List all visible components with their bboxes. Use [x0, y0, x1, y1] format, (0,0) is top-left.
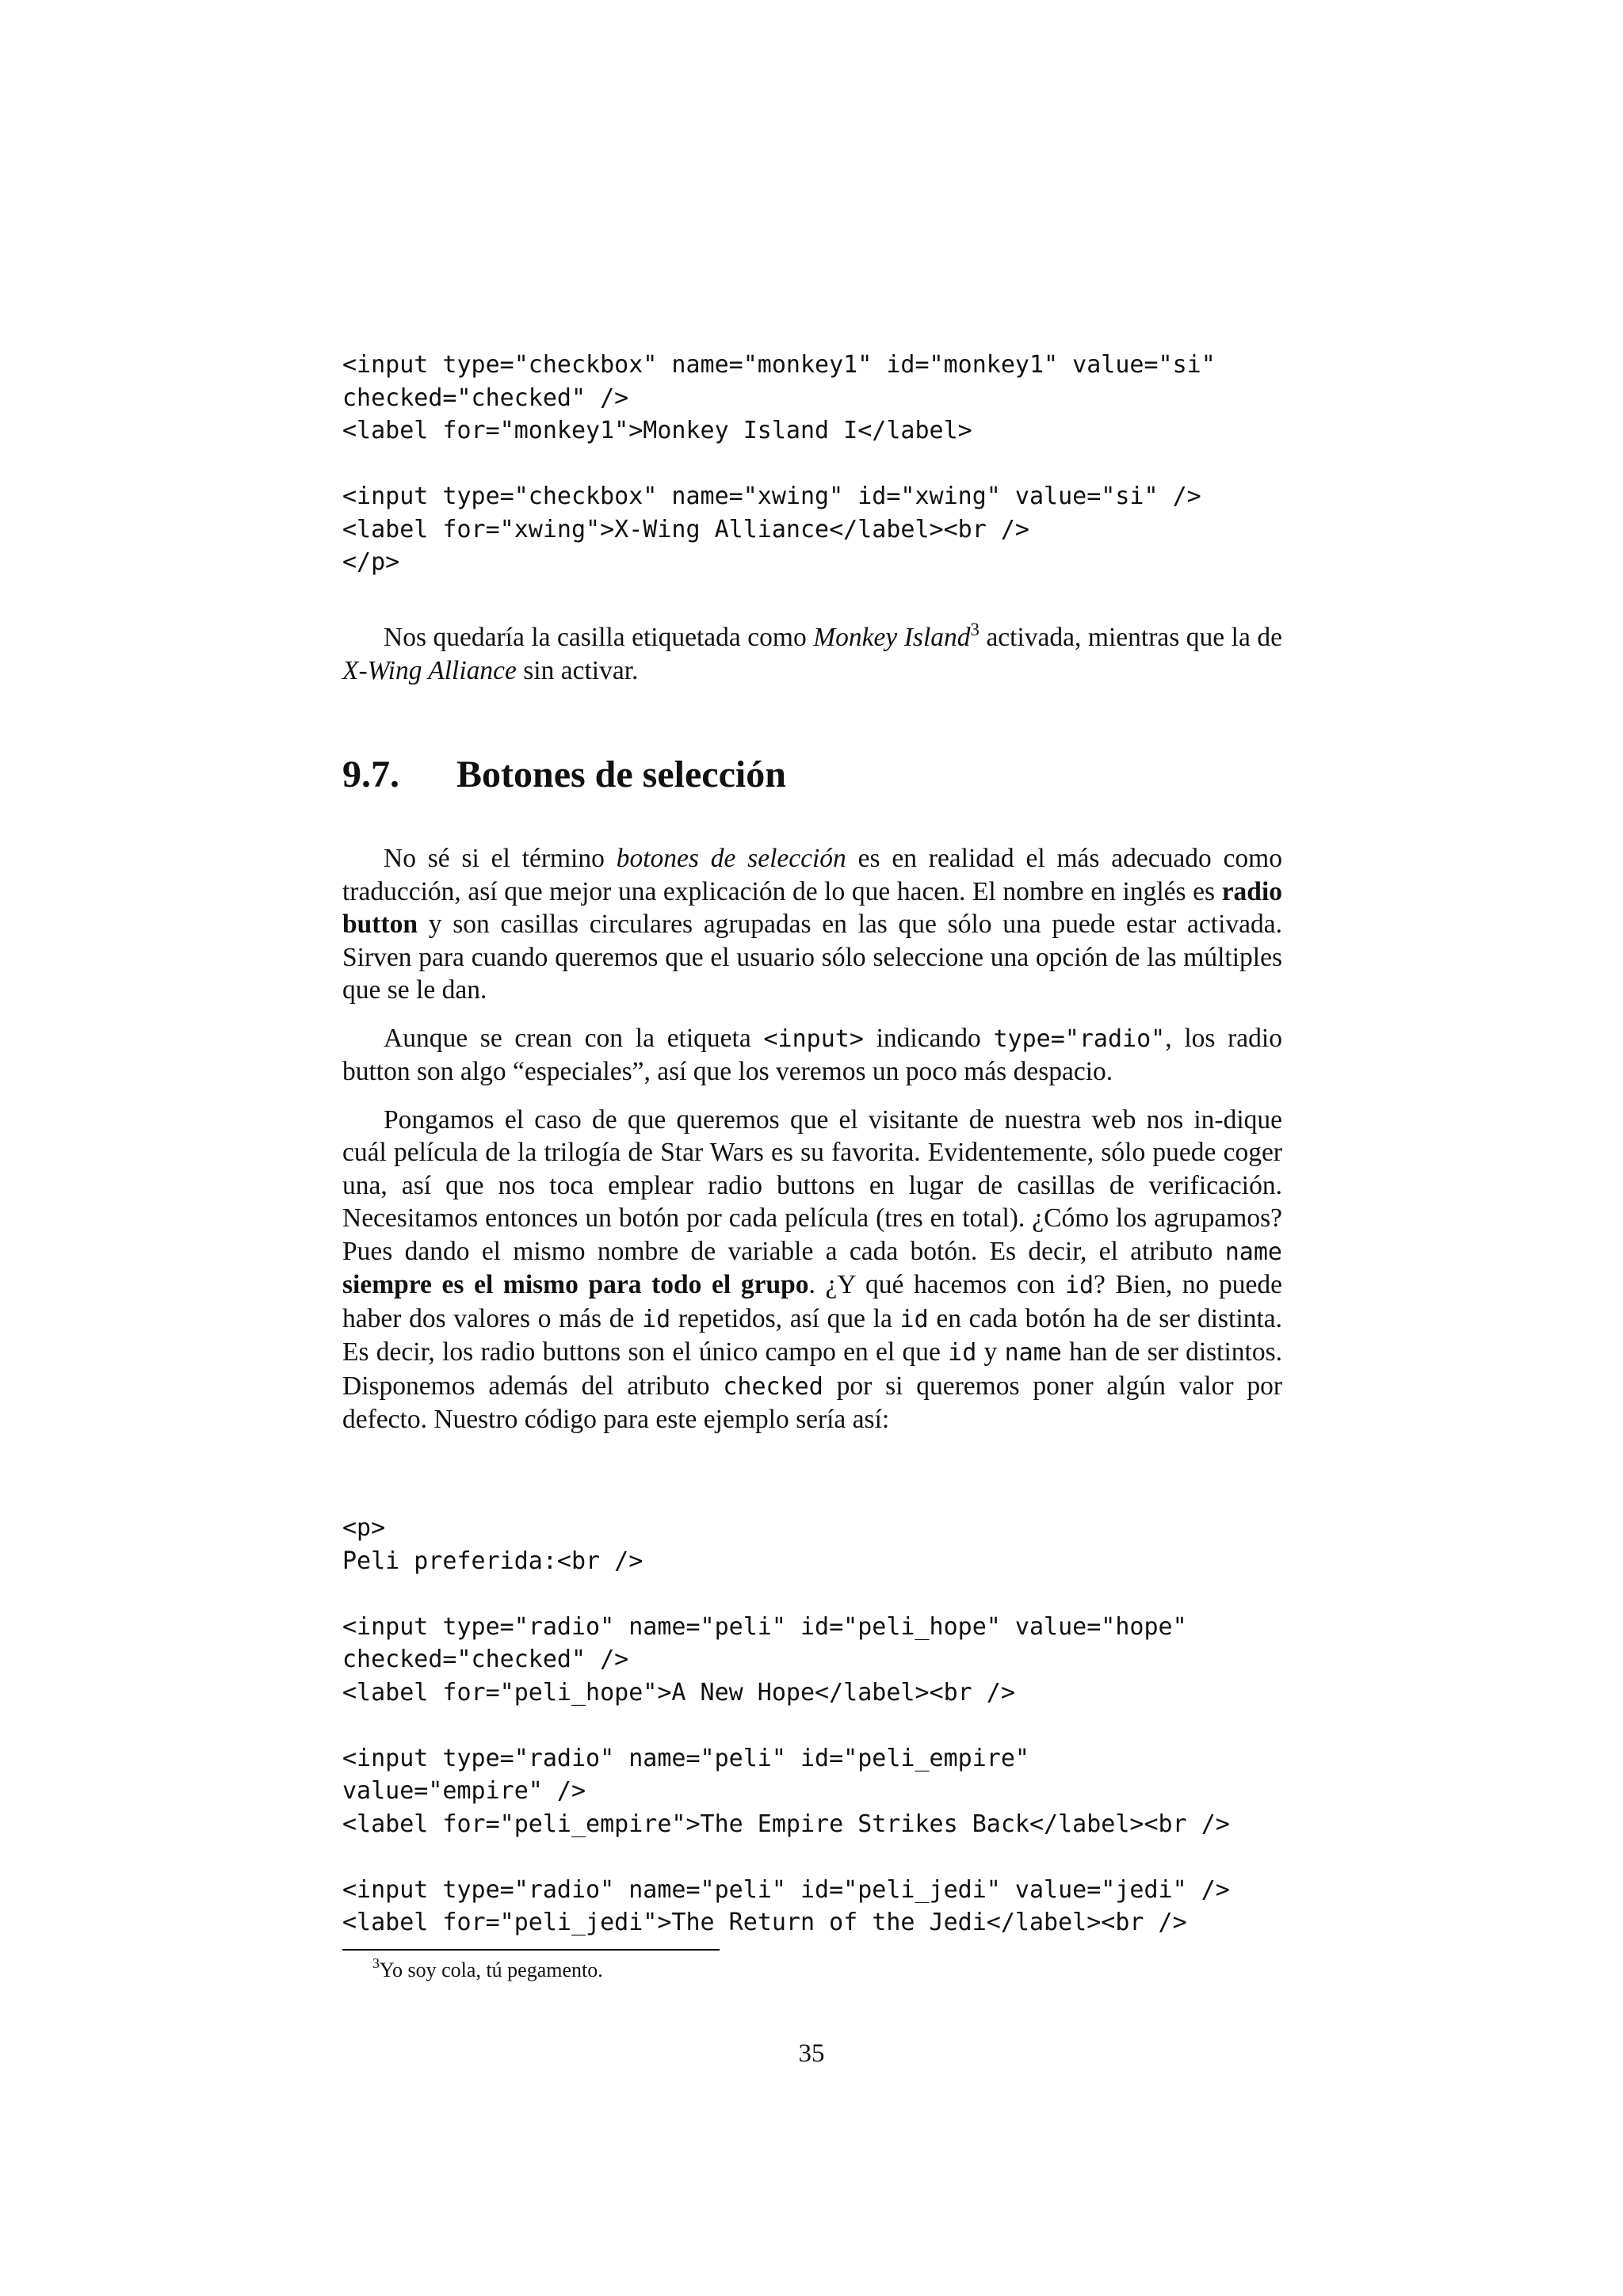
- footnote: $^3$Yo soy cola, tú pegamento.: [372, 1955, 603, 1981]
- code-line: <input type="checkbox" name="monkey1" id="monkey1" value="si": [342, 351, 1216, 379]
- paragraph-input: Aunque se crean con la etiqueta <input> indicando type="radio", los radio button son algo “especiales”, así que los veremos un poco más despacio.: [342, 1023, 1282, 1086]
- page-number: 35: [798, 2039, 825, 2068]
- code-line: value="empire" />: [342, 1777, 586, 1805]
- code-line: <input type="radio" name="peli" id="peli_hope" value="hope": [342, 1612, 1187, 1641]
- code-block-checkbox: [342, 349, 1325, 579]
- code-line: <input type="checkbox" name="xwing" id="xwing" value="si" />: [342, 482, 1201, 510]
- section-body: [342, 842, 1282, 1451]
- section-number: 9.7.: [342, 753, 399, 795]
- paragraph-starwars: Pongamos el caso de que queremos que el visitante de nuestra web nos in-dique cuál película de la trilogía de Star Wars es su favorita. Evidentemente, sólo puede coger una, así que nos toca emplear radio buttons en lugar de casillas de verificación. Necesitamos entonces un botón por cada película (tres en total). ¿Cómo los agrupamos? Pues dando el mismo nombre de variable a cada botón. Es decir, el atributo name siempre es el mismo para todo el grupo. ¿Y qué hacemos con id? Bien, no puede haber dos valores o más de id repetidos, así que la id en cada botón ha de ser distinta. Es decir, los radio buttons son el único campo en el que id y name han de ser distintos. Disponemos además del atributo checked por si queremos poner algún valor por defecto. Nuestro código para este ejemplo sería así:: [342, 1104, 1282, 1434]
- code-line: <input type="radio" name="peli" id="peli_empire": [342, 1744, 1029, 1772]
- footnote-number: 3: [372, 1955, 380, 1972]
- code-line: Peli preferida:<br />: [342, 1547, 643, 1575]
- code-line: checked="checked" />: [342, 1646, 629, 1673]
- section-title: Botones de selección: [456, 753, 786, 795]
- code-line: <label for="peli_hope">A New Hope</label><br />: [342, 1678, 1015, 1707]
- code-line: checked="checked" />: [342, 383, 629, 412]
- code-line: <label for="peli_empire">The Empire Strikes Back</label><br />: [342, 1810, 1230, 1838]
- code-line: </p>: [342, 548, 400, 576]
- code-line: <label for="xwing">X-Wing Alliance</label><br />: [342, 515, 1029, 543]
- paragraph-monkey: Nos quedaría la casilla etiquetada como Monkey Island$^3$ activada, mientras que la de X-Wing Alliance sin activar.: [342, 619, 1283, 685]
- footnote-rule: [342, 1949, 720, 1951]
- footnote-marker: 3: [970, 619, 980, 639]
- code-line: <label for="monkey1">Monkey Island I</label>: [342, 417, 972, 444]
- section-heading: [342, 751, 786, 799]
- paragraph-intro: No sé si el término botones de selección es en realidad el más adecuado como traducción, así que mejor una explicación de lo que hacen. El nombre en inglés es radio button y son casillas circulares agrupadas en las que sólo una puede estar activada. Sirven para cuando queremos que el usuario sólo seleccione una opción de las múltiples que se le dan.: [342, 844, 1282, 1005]
- code-line: <p>: [342, 1514, 386, 1542]
- code-block-radio: [342, 1512, 1325, 1939]
- code-line: <label for="peli_jedi">The Return of the Jedi</label><br />: [342, 1909, 1187, 1936]
- code-line: <input type="radio" name="peli" id="peli_jedi" value="jedi" />: [342, 1875, 1230, 1904]
